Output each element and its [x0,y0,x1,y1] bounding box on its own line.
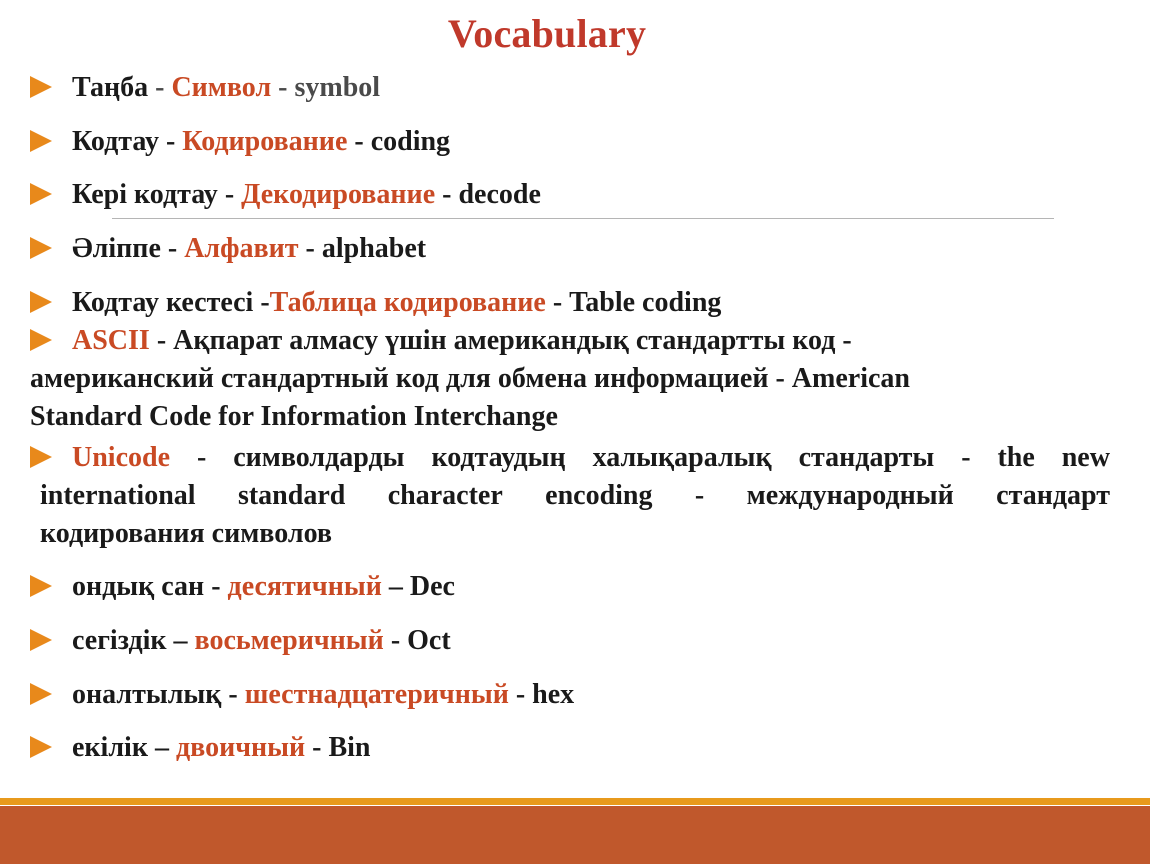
vocab-item-table-coding [30,289,721,317]
russian-term: Символ [171,72,272,103]
word: encoding [545,480,653,511]
word: кодтаудың [431,442,566,473]
kazakh-term: сегіздік [72,625,167,656]
word: character [387,480,503,511]
separator: - [204,571,228,602]
english-term: coding [370,126,451,157]
vocab-item-dec [30,573,455,601]
separator: - [160,233,185,264]
vocab-item-bin [30,734,370,762]
ascii-term: ASCII [72,325,150,356]
word: - [196,442,207,473]
separator: - [435,179,459,210]
word: международный [746,480,954,511]
russian-term: двоичный [175,732,306,763]
triangle-arrow-icon [30,130,52,152]
separator: - [347,126,371,157]
ascii-line-1 [30,322,1120,360]
word: - [961,442,971,473]
word: стандарты [798,442,935,473]
separator: – [147,732,176,763]
vocab-item-decode [30,181,541,209]
kazakh-term: Кодтау кестесі [72,287,254,318]
russian-term: Кодирование [182,126,348,157]
separator: - [221,679,245,710]
kazakh-term: Кодтау [72,126,159,157]
english-term: hex [532,679,575,710]
word: символдарды [233,442,405,473]
divider-line [112,218,1054,219]
vocab-item-alphabet [30,235,426,263]
word: the [997,442,1035,473]
word: стандарт [996,480,1110,511]
unicode-term: Unicode [72,442,170,473]
triangle-arrow-icon [30,736,52,758]
kazakh-term: ондық сан [72,571,205,602]
russian-term: шестнадцатеричный [244,679,509,710]
separator: – [381,571,410,602]
kazakh-term: екілік [72,732,148,763]
vocab-item-symbol [30,74,380,102]
triangle-arrow-icon [30,237,52,259]
footer-bar [0,806,1150,864]
word: халықаралық [592,442,772,473]
english-term: Dec [409,571,455,602]
vocab-item-oct [30,627,451,655]
separator: - [508,679,533,710]
word: international [40,480,196,511]
separator: - [158,126,183,157]
english-term: decode [458,179,541,210]
footer-accent-line [0,798,1150,805]
kazakh-term: Таңба [72,72,149,103]
kazakh-term: Әліппе [72,233,161,264]
vocab-item-ascii [30,322,1120,436]
ascii-line-3: Standard Code for Information Interchange [30,401,558,432]
triangle-arrow-icon [30,575,52,597]
unicode-line-3: кодирования символов [40,518,332,549]
russian-term: восьмеричный [194,625,384,656]
unicode-line-2 [40,477,1110,515]
separator: - [383,625,408,656]
english-term: symbol [294,72,381,103]
word: new [1061,442,1110,473]
separator: - [217,179,242,210]
separator: - [545,287,570,318]
vocab-item-hex [30,681,574,709]
page-title: Vocabulary [447,11,647,56]
unicode-line-1 [30,439,1110,477]
word: standard [237,480,346,511]
ascii-line-2: американский стандартный код для обмена информацией - American [30,363,910,394]
ascii-kazakh: - Ақпарат алмасу үшін американдық стандартты код - [149,325,852,356]
separator: - [298,233,322,264]
vocab-item-unicode [30,439,1110,553]
english-term: Oct [407,625,451,656]
kazakh-term: оналтылық [72,679,222,710]
triangle-arrow-icon [30,183,52,205]
separator: – [166,625,195,656]
separator: - [148,72,172,103]
vocab-item-coding [30,128,450,156]
russian-term: Декодирование [241,179,436,210]
word: - [694,480,705,511]
english-term: alphabet [321,233,427,264]
kazakh-term: Кері кодтау [72,179,218,210]
english-term: Table coding [569,287,722,318]
triangle-arrow-icon [30,629,52,651]
russian-term: Алфавит [184,233,299,264]
triangle-arrow-icon [30,329,52,351]
english-term: Bin [328,732,371,763]
separator: - [305,732,329,763]
separator: - [271,72,295,103]
russian-term: Таблица кодирование [269,287,546,318]
triangle-arrow-icon [30,291,52,313]
triangle-arrow-icon [30,76,52,98]
triangle-arrow-icon [30,446,52,468]
triangle-arrow-icon [30,683,52,705]
separator: - [253,287,270,318]
russian-term: десятичный [227,571,382,602]
